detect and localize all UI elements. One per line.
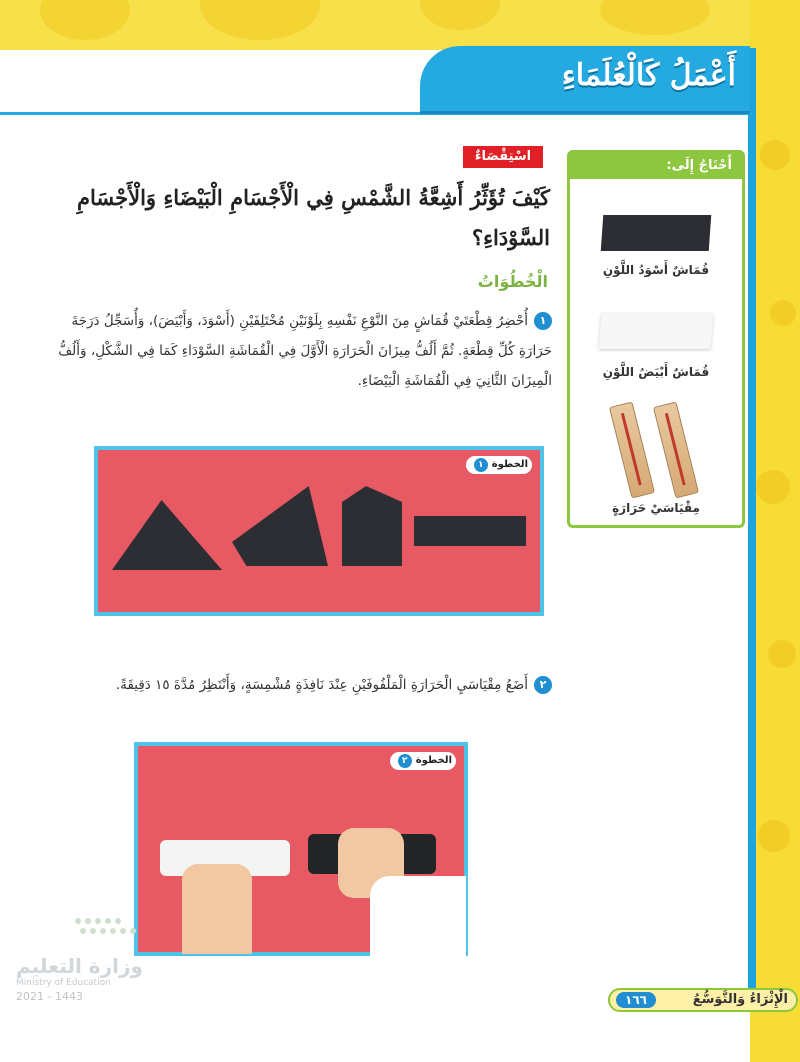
material-white-cloth: قُمَاشٌ أَبْيَضُ اللَّوْنِ	[602, 365, 710, 379]
folded-cloth-1	[112, 500, 222, 570]
black-cloth-image	[601, 215, 712, 251]
thermometer-2-image	[653, 401, 699, 498]
right-sleeve	[370, 876, 466, 956]
logo-dots-icon	[72, 915, 142, 941]
step-2	[56, 670, 552, 700]
logo-year-text: 2021 - 1443	[16, 990, 83, 1003]
inquiry-question: كَيْفَ تُؤَثِّرُ أَشِعَّةُ الشَّمْسِ فِي الْأَجْسَامِ الْبَيْضَاءِ وَالْأَجْسَامِ السَّوْدَاءِ؟	[76, 185, 550, 250]
step-2-photo	[134, 742, 468, 956]
thermometer-1-image	[609, 401, 655, 498]
step-2-text: أَضَعُ مِقْيَاسَيِ الْحَرَارَةِ الْمَلْفُوفَيْنِ عِنْدَ نَافِذَةٍ مُشْمِسَةٍ، وَأَنْتَظِرُ مُدَّةَ ١٥ دَقِيقَةً.	[115, 677, 528, 693]
white-cloth-image	[599, 313, 714, 349]
step-1-photo-label: الخطوة١	[466, 456, 532, 474]
side-blue-stripe	[748, 48, 756, 1000]
materials-heading: أَحْتَاجُ إِلَى:	[570, 153, 742, 179]
footer-bar	[608, 988, 798, 1012]
left-hand	[182, 864, 252, 954]
materials-box	[567, 150, 745, 528]
section-header	[420, 46, 750, 114]
step-1-text: أُحْضِرُ قِطْعَتَيْ قُمَاشٍ مِنَ النَّوْعِ نَفْسِهِ بِلَوْنَيْنِ مُخْتَلِفَيْنِ (أَسْوَدَ، وَأَبْيَضَ)، وَأُسَجِّلُ دَرَجَةَ حَرَارَةِ كُلِّ قِطْعَةٍ. ثُمَّ أَلُفُّ مِيزَانَ الْحَرَارَةِ الْأَوَّلَ فِي الْقُمَاشَةِ السَّوْدَاءِ كَمَا فِي الشَّكْلِ، وَأَلُفُّ الْمِيزَانَ الثَّانِيَ فِي الْقُمَاشَةِ الْبَيْضَاءِ.	[58, 313, 552, 389]
step-2-number: ٢	[534, 676, 552, 694]
steps-heading: الْخُطُوَاتُ	[477, 272, 548, 291]
top-decor-band	[0, 0, 800, 50]
footer-title: الْإِثْرَاءُ وَالتَّوَسُّعُ	[692, 992, 788, 1007]
step-1-number: ١	[534, 312, 552, 330]
logo-english-text: Ministry of Education	[16, 978, 111, 988]
page-number: ١٦٦	[616, 992, 656, 1008]
step-1-photo	[94, 446, 544, 616]
folded-cloth-2	[232, 486, 328, 566]
folded-cloth-strip	[414, 516, 526, 546]
step-2-photo-label: الخطوة٢	[390, 752, 456, 770]
material-black-cloth: قُمَاشٌ أَسْوَدُ اللَّوْنِ	[602, 263, 710, 277]
material-thermometers: مِقْيَاسَيْ حَرَارَةٍ	[612, 501, 700, 515]
right-decor-band	[750, 0, 800, 1062]
logo-arabic-text: وزارة التعليم	[16, 954, 143, 978]
folded-cloth-3	[342, 486, 402, 566]
step-1	[56, 306, 552, 396]
section-title: أَعْمَلُ كَالْعُلَمَاءِ	[561, 58, 736, 93]
inquiry-tag: اسْتِقْصَاءٌ مَبْنِيٌّ	[463, 146, 543, 168]
